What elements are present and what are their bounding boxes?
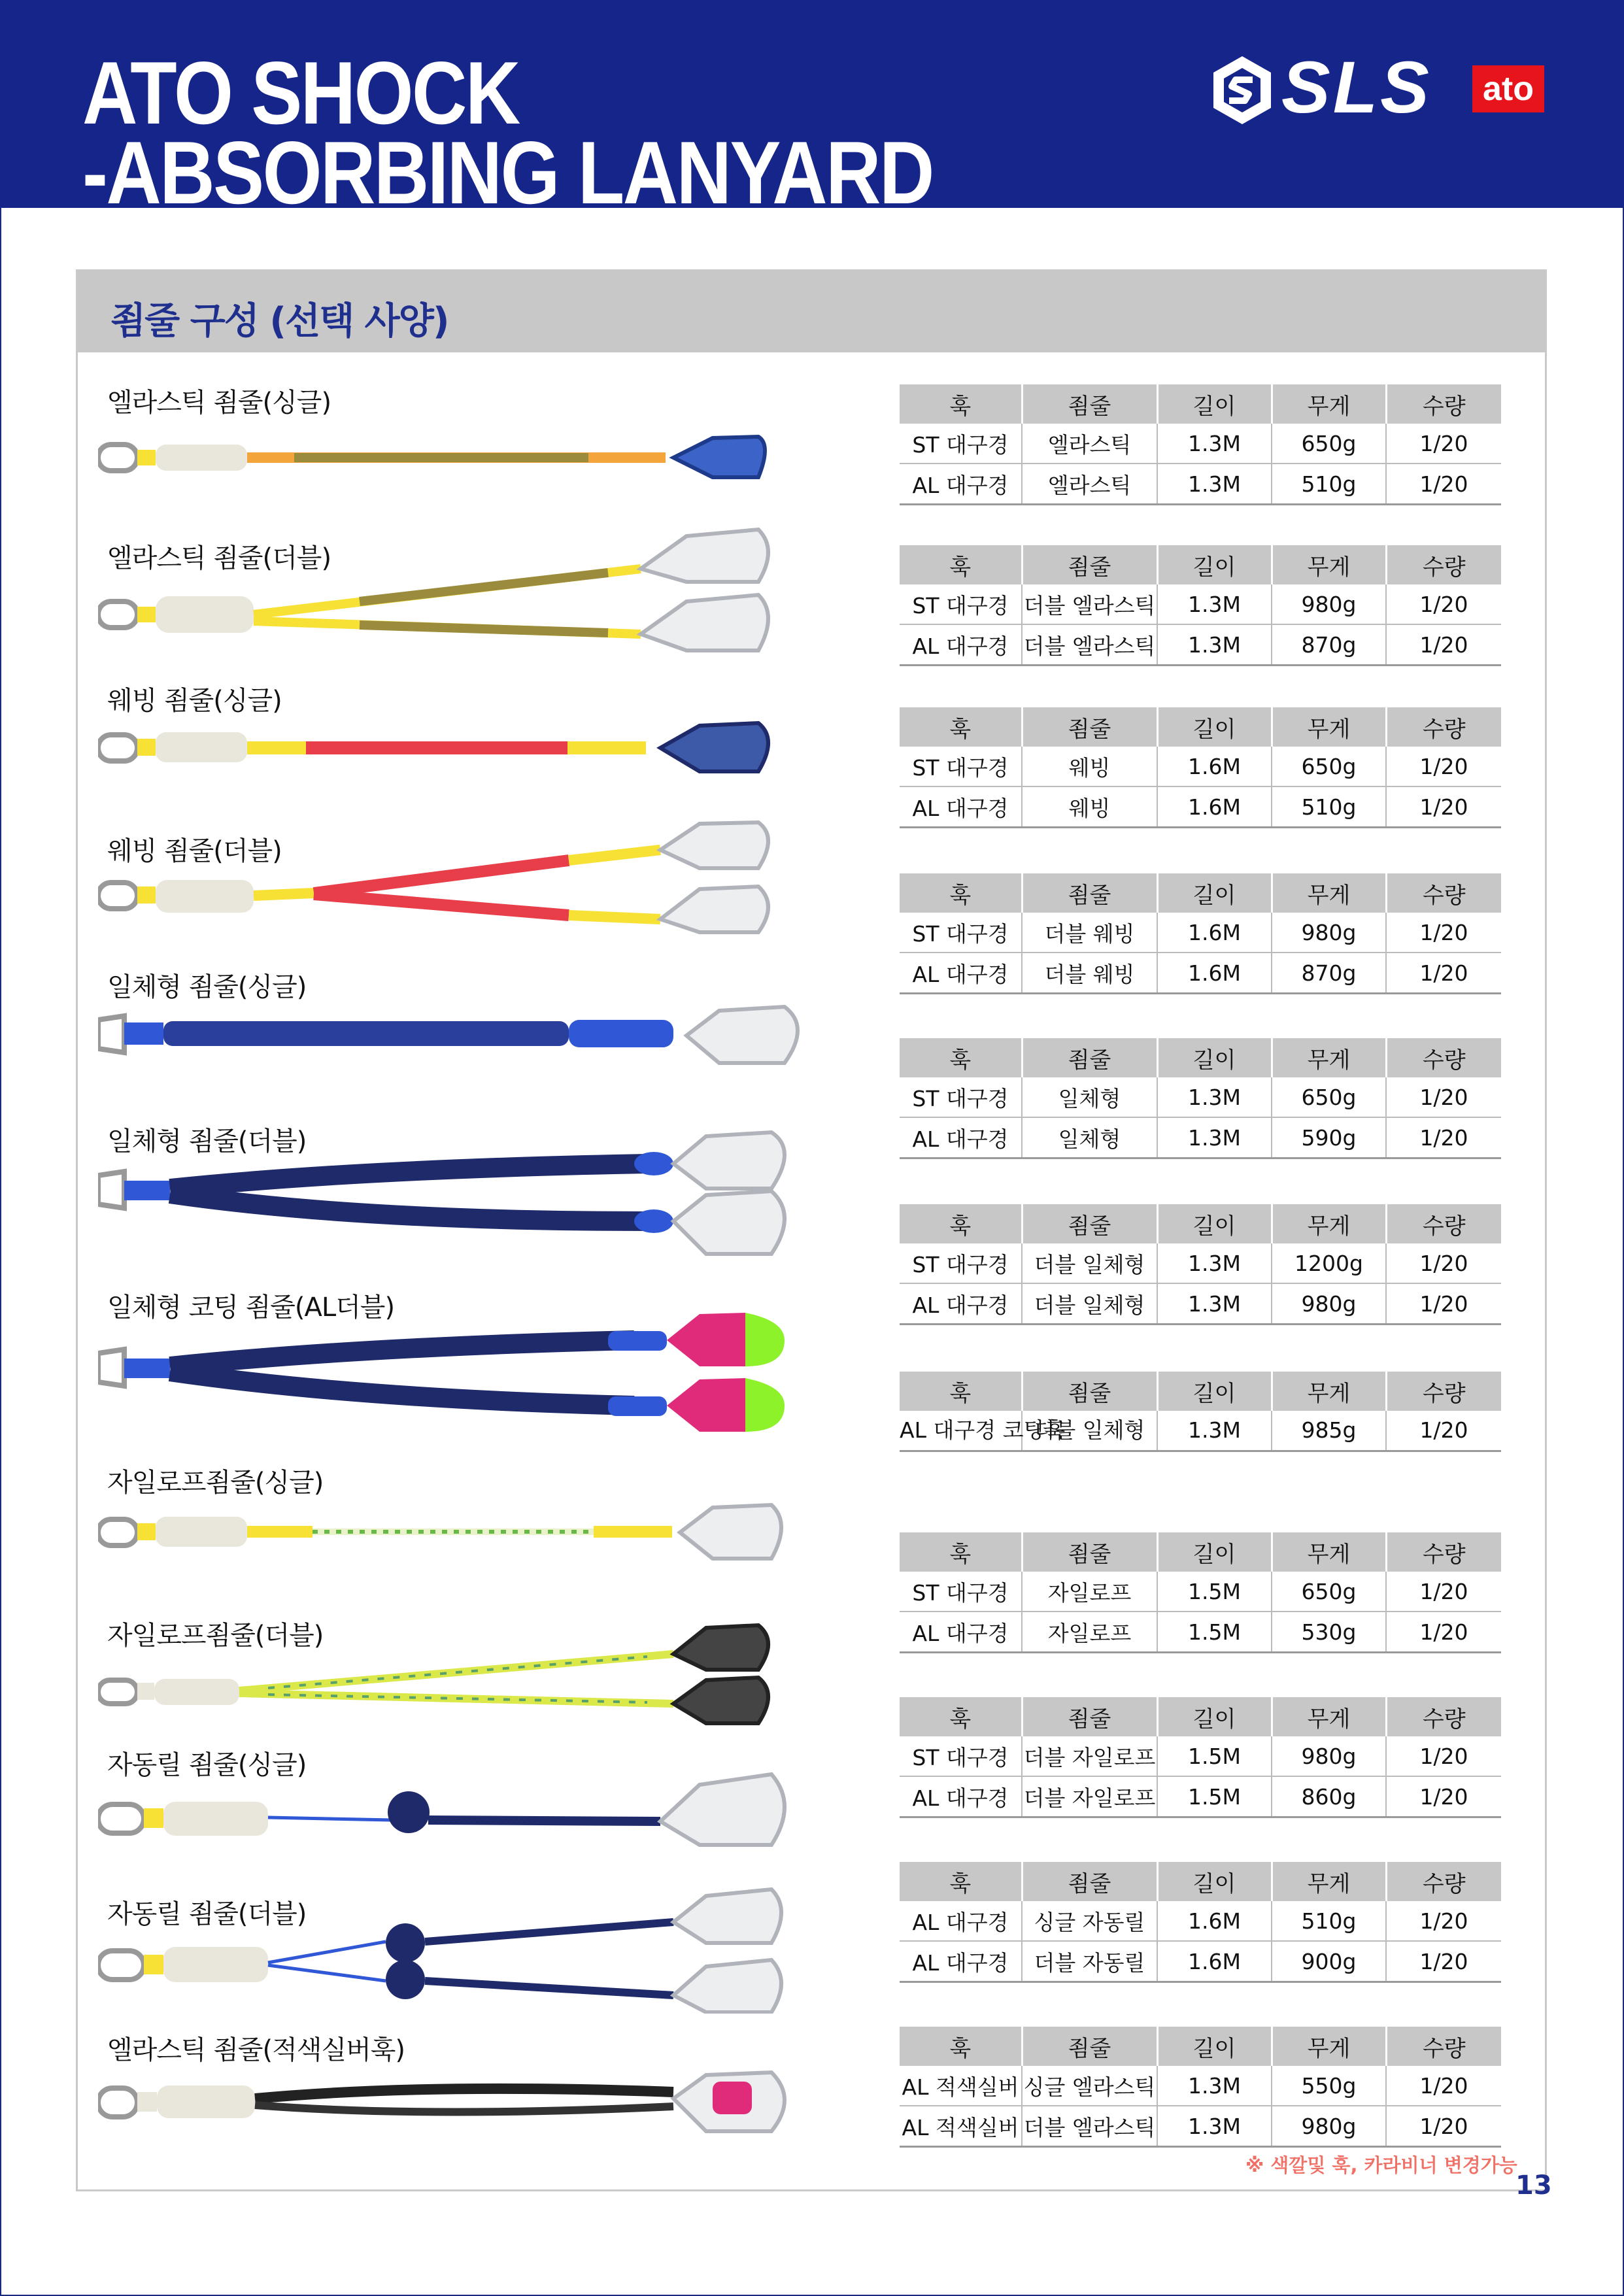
table-row xyxy=(900,1243,1501,1283)
column-header: 무게 xyxy=(1272,873,1386,913)
table-cell: 980g xyxy=(1272,584,1386,624)
table-cell: 더블 자동릴 xyxy=(1022,1941,1157,1982)
column-header: 무게 xyxy=(1272,384,1386,424)
table-cell: 1.6M xyxy=(1157,913,1272,953)
table-cell: 1/20 xyxy=(1386,624,1501,666)
column-header: 수량 xyxy=(1386,2027,1501,2066)
table-cell: 1.3M xyxy=(1157,1283,1272,1325)
table-cell: 510g xyxy=(1272,464,1386,505)
column-header: 수량 xyxy=(1386,873,1501,913)
spec-table-redsilver xyxy=(900,2027,1501,2148)
column-header: 무게 xyxy=(1272,1204,1386,1243)
column-header: 수량 xyxy=(1386,545,1501,584)
table-cell: 1/20 xyxy=(1386,1243,1501,1283)
table-row xyxy=(900,1736,1501,1776)
table-cell: 자일로프 xyxy=(1022,1612,1157,1653)
table-cell: 1.6M xyxy=(1157,786,1272,828)
column-header: 무게 xyxy=(1272,707,1386,747)
column-header: 죔줄 xyxy=(1022,1372,1157,1411)
table-cell: AL 대구경 xyxy=(900,786,1022,828)
table-cell: ST 대구경 xyxy=(900,1736,1022,1776)
table-cell: 웨빙 xyxy=(1022,786,1157,828)
column-header: 죔줄 xyxy=(1022,384,1157,424)
column-header: 죔줄 xyxy=(1022,1532,1157,1572)
table-cell: 870g xyxy=(1272,624,1386,666)
table-cell: ST 대구경 xyxy=(900,1243,1022,1283)
table-cell: 1.5M xyxy=(1157,1612,1272,1653)
table-cell: 더블 엘라스틱 xyxy=(1022,624,1157,666)
column-header: 수량 xyxy=(1386,1372,1501,1411)
table-row xyxy=(900,1901,1501,1941)
table-cell: 1/20 xyxy=(1386,1776,1501,1817)
table-cell: 1.6M xyxy=(1157,1941,1272,1982)
sls-logo-mark-icon xyxy=(1210,54,1275,127)
spec-table-rope-single xyxy=(900,1532,1501,1653)
table-cell: 1.6M xyxy=(1157,953,1272,994)
table-row xyxy=(900,1411,1501,1451)
table-cell: AL 대구경 xyxy=(900,1901,1022,1941)
table-header-row xyxy=(900,873,1501,913)
column-header: 죔줄 xyxy=(1022,1204,1157,1243)
column-header: 길이 xyxy=(1157,1204,1272,1243)
table-cell: 1.3M xyxy=(1157,1243,1272,1283)
table-cell: 980g xyxy=(1272,1736,1386,1776)
table-row xyxy=(900,1941,1501,1982)
product-label: 엘라스틱 죔줄(싱글) xyxy=(107,388,331,418)
table-cell: 1.5M xyxy=(1157,1736,1272,1776)
product-label: 웨빙 죔줄(더블) xyxy=(107,836,282,866)
table-cell: 1/20 xyxy=(1386,424,1501,464)
table-cell: AL 대구경 xyxy=(900,1776,1022,1817)
column-header: 길이 xyxy=(1157,1372,1272,1411)
table-cell: 자일로프 xyxy=(1022,1572,1157,1612)
table-cell: 510g xyxy=(1272,1901,1386,1941)
table-cell: 1200g xyxy=(1272,1243,1386,1283)
column-header: 죔줄 xyxy=(1022,707,1157,747)
table-header-row xyxy=(900,1204,1501,1243)
column-header: 수량 xyxy=(1386,1697,1501,1736)
page-number: 13 xyxy=(1515,2170,1552,2201)
table-cell: 1.6M xyxy=(1157,747,1272,786)
table-cell: AL 대구경 xyxy=(900,1117,1022,1158)
table-cell: 1/20 xyxy=(1386,1411,1501,1451)
table-cell: 860g xyxy=(1272,1776,1386,1817)
table-cell: 1/20 xyxy=(1386,464,1501,505)
column-header: 길이 xyxy=(1157,384,1272,424)
column-header: 길이 xyxy=(1157,1862,1272,1901)
table-cell: ST 대구경 xyxy=(900,584,1022,624)
column-header: 훅 xyxy=(900,1372,1022,1411)
product-label: 일체형 죔줄(싱글) xyxy=(107,972,307,1002)
column-header: 수량 xyxy=(1386,1038,1501,1077)
column-header: 수량 xyxy=(1386,1862,1501,1901)
column-header: 길이 xyxy=(1157,1532,1272,1572)
table-cell: 510g xyxy=(1272,786,1386,828)
table-cell: 더블 일체형 xyxy=(1022,1283,1157,1325)
spec-table-webbing-single xyxy=(900,707,1501,828)
page-title-line-2: -ABSORBING LANYARD xyxy=(82,123,933,222)
table-row xyxy=(900,1612,1501,1653)
column-header: 무게 xyxy=(1272,1038,1386,1077)
spec-table-rope-double xyxy=(900,1697,1501,1818)
table-cell: 650g xyxy=(1272,1572,1386,1612)
reel-single-lanyard-image xyxy=(98,1765,804,1863)
product-label: 자일로프죔줄(싱글) xyxy=(107,1468,324,1498)
table-row xyxy=(900,1117,1501,1158)
table-cell: ST 대구경 xyxy=(900,1077,1022,1117)
panel-header xyxy=(78,271,1545,352)
spec-table-reel xyxy=(900,1862,1501,1983)
table-cell: 웨빙 xyxy=(1022,747,1157,786)
product-label: 일체형 죔줄(더블) xyxy=(107,1126,307,1156)
column-header: 무게 xyxy=(1272,545,1386,584)
table-row xyxy=(900,913,1501,953)
table-cell: 1.3M xyxy=(1157,2106,1272,2147)
table-cell: 일체형 xyxy=(1022,1117,1157,1158)
table-cell: 650g xyxy=(1272,747,1386,786)
table-cell: 엘라스틱 xyxy=(1022,424,1157,464)
column-header: 훅 xyxy=(900,873,1022,913)
table-cell: 1/20 xyxy=(1386,913,1501,953)
table-cell: 550g xyxy=(1272,2066,1386,2106)
table-cell: ST 대구경 xyxy=(900,1572,1022,1612)
table-cell: 590g xyxy=(1272,1117,1386,1158)
table-cell: AL 적색실버 xyxy=(900,2066,1022,2106)
table-cell: 1.3M xyxy=(1157,1077,1272,1117)
table-cell: 1/20 xyxy=(1386,2066,1501,2106)
table-cell: AL 적색실버 xyxy=(900,2106,1022,2147)
table-cell: 1.5M xyxy=(1157,1776,1272,1817)
column-header: 죔줄 xyxy=(1022,873,1157,913)
table-row xyxy=(900,464,1501,505)
table-cell: 1/20 xyxy=(1386,1077,1501,1117)
column-header: 훅 xyxy=(900,2027,1022,2066)
rope-double-lanyard-image xyxy=(98,1615,804,1739)
table-row xyxy=(900,1283,1501,1325)
table-header-row xyxy=(900,384,1501,424)
table-cell: 1/20 xyxy=(1386,1941,1501,1982)
table-row xyxy=(900,953,1501,994)
column-header: 죔줄 xyxy=(1022,1862,1157,1901)
table-cell: 엘라스틱 xyxy=(1022,464,1157,505)
table-cell: 1/20 xyxy=(1386,1736,1501,1776)
integrated-single-lanyard-image xyxy=(98,1000,804,1072)
table-cell: 650g xyxy=(1272,1077,1386,1117)
column-header: 훅 xyxy=(900,1038,1022,1077)
section-title: 죔줄 구성 (선택 사양) xyxy=(110,300,448,343)
column-header: 훅 xyxy=(900,707,1022,747)
table-cell: 1.6M xyxy=(1157,1901,1272,1941)
table-cell: ST 대구경 xyxy=(900,747,1022,786)
column-header: 훅 xyxy=(900,1204,1022,1243)
table-cell: AL 대구경 xyxy=(900,1612,1022,1653)
product-label: 웨빙 죔줄(싱글) xyxy=(107,686,282,716)
ato-logo-badge: ato xyxy=(1472,65,1544,112)
column-header: 무게 xyxy=(1272,2027,1386,2066)
column-header: 죔줄 xyxy=(1022,1697,1157,1736)
options-note: ※ 색깔및 훅, 카라비너 변경가능 xyxy=(1245,2154,1517,2176)
table-cell: AL 대구경 xyxy=(900,1941,1022,1982)
table-cell: 더블 일체형 xyxy=(1022,1411,1157,1451)
column-header: 수량 xyxy=(1386,384,1501,424)
table-cell: 1.3M xyxy=(1157,584,1272,624)
table-cell: 870g xyxy=(1272,953,1386,994)
rope-single-lanyard-image xyxy=(98,1497,804,1569)
product-label: 자동릴 죔줄(싱글) xyxy=(107,1750,307,1780)
column-header: 죔줄 xyxy=(1022,2027,1157,2066)
table-cell: 1.3M xyxy=(1157,2066,1272,2106)
table-header-row xyxy=(900,1862,1501,1901)
column-header: 무게 xyxy=(1272,1372,1386,1411)
table-header-row xyxy=(900,545,1501,584)
column-header: 길이 xyxy=(1157,873,1272,913)
table-cell: AL 대구경 코팅훅 xyxy=(900,1411,1022,1451)
product-label: 엘라스틱 죔줄(적색실버훅) xyxy=(107,2035,405,2065)
table-cell: AL 대구경 xyxy=(900,624,1022,666)
column-header: 길이 xyxy=(1157,2027,1272,2066)
product-label: 자일로프죔줄(더블) xyxy=(107,1621,324,1651)
table-cell: 650g xyxy=(1272,424,1386,464)
spec-table-integrated-coated xyxy=(900,1372,1501,1452)
integrated-double-lanyard-image xyxy=(98,1123,804,1267)
column-header: 길이 xyxy=(1157,1038,1272,1077)
table-cell: 980g xyxy=(1272,2106,1386,2147)
webbing-double-lanyard-image xyxy=(98,817,804,935)
table-cell: AL 대구경 xyxy=(900,953,1022,994)
table-row xyxy=(900,1572,1501,1612)
column-header: 훅 xyxy=(900,545,1022,584)
column-header: 길이 xyxy=(1157,545,1272,584)
reel-double-lanyard-image xyxy=(98,1883,804,2014)
spec-table-webbing-double xyxy=(900,873,1501,994)
table-cell: 1.5M xyxy=(1157,1572,1272,1612)
webbing-single-lanyard-image xyxy=(98,713,804,785)
table-cell: AL 대구경 xyxy=(900,1283,1022,1325)
table-cell: 더블 자일로프 xyxy=(1022,1736,1157,1776)
table-cell: 1/20 xyxy=(1386,953,1501,994)
table-cell: 1/20 xyxy=(1386,1901,1501,1941)
spec-table-integrated-double xyxy=(900,1204,1501,1325)
table-cell: 1/20 xyxy=(1386,1117,1501,1158)
table-row xyxy=(900,584,1501,624)
column-header: 수량 xyxy=(1386,707,1501,747)
table-row xyxy=(900,624,1501,666)
table-cell: 1.3M xyxy=(1157,1411,1272,1451)
table-row xyxy=(900,747,1501,786)
column-header: 무게 xyxy=(1272,1697,1386,1736)
product-label: 엘라스틱 죔줄(더블) xyxy=(107,543,331,573)
page-title-line-1: ATO SHOCK xyxy=(82,43,519,143)
table-cell: 1.3M xyxy=(1157,1117,1272,1158)
table-cell: 985g xyxy=(1272,1411,1386,1451)
table-header-row xyxy=(900,1372,1501,1411)
column-header: 길이 xyxy=(1157,707,1272,747)
table-cell: 더블 자일로프 xyxy=(1022,1776,1157,1817)
elastic-single-lanyard-image xyxy=(98,425,804,497)
elastic-double-lanyard-image xyxy=(98,523,804,660)
table-cell: 1/20 xyxy=(1386,1572,1501,1612)
table-cell: 싱글 엘라스틱 xyxy=(1022,2066,1157,2106)
table-cell: 900g xyxy=(1272,1941,1386,1982)
integrated-coated-double-lanyard-image xyxy=(98,1301,804,1445)
table-header-row xyxy=(900,1038,1501,1077)
table-cell: ST 대구경 xyxy=(900,424,1022,464)
column-header: 죔줄 xyxy=(1022,545,1157,584)
spec-table-elastic-double xyxy=(900,545,1501,666)
table-row xyxy=(900,2066,1501,2106)
table-cell: 싱글 자동릴 xyxy=(1022,1901,1157,1941)
table-cell: 더블 엘라스틱 xyxy=(1022,2106,1157,2147)
table-row xyxy=(900,1077,1501,1117)
table-cell: 더블 웨빙 xyxy=(1022,953,1157,994)
table-cell: 1/20 xyxy=(1386,786,1501,828)
table-cell: 일체형 xyxy=(1022,1077,1157,1117)
spec-table-elastic-single xyxy=(900,384,1501,505)
elastic-redsilver-lanyard-image xyxy=(98,2066,804,2138)
sls-logo-text: SLS xyxy=(1281,46,1432,128)
table-header-row xyxy=(900,1697,1501,1736)
column-header: 길이 xyxy=(1157,1697,1272,1736)
product-label: 자동릴 죔줄(더블) xyxy=(107,1899,307,1929)
table-cell: 1/20 xyxy=(1386,1283,1501,1325)
table-header-row xyxy=(900,707,1501,747)
product-label: 일체형 코팅 죔줄(AL더블) xyxy=(107,1292,395,1323)
table-header-row xyxy=(900,1532,1501,1572)
column-header: 무게 xyxy=(1272,1532,1386,1572)
table-cell: 1.3M xyxy=(1157,464,1272,505)
spec-table-integrated-single xyxy=(900,1038,1501,1159)
table-cell: 1/20 xyxy=(1386,1612,1501,1653)
column-header: 훅 xyxy=(900,1862,1022,1901)
page-header xyxy=(0,0,1624,222)
table-row xyxy=(900,1776,1501,1817)
column-header: 수량 xyxy=(1386,1532,1501,1572)
table-cell: 1/20 xyxy=(1386,584,1501,624)
table-cell: 1/20 xyxy=(1386,2106,1501,2147)
table-cell: 1/20 xyxy=(1386,747,1501,786)
column-header: 훅 xyxy=(900,1697,1022,1736)
table-cell: 더블 일체형 xyxy=(1022,1243,1157,1283)
table-row xyxy=(900,424,1501,464)
table-cell: 980g xyxy=(1272,1283,1386,1325)
table-cell: 530g xyxy=(1272,1612,1386,1653)
column-header: 죔줄 xyxy=(1022,1038,1157,1077)
column-header: 무게 xyxy=(1272,1862,1386,1901)
column-header: 수량 xyxy=(1386,1204,1501,1243)
table-row xyxy=(900,2106,1501,2147)
table-row xyxy=(900,786,1501,828)
table-cell: ST 대구경 xyxy=(900,913,1022,953)
column-header: 훅 xyxy=(900,1532,1022,1572)
table-cell: 1.3M xyxy=(1157,624,1272,666)
table-cell: 1.3M xyxy=(1157,424,1272,464)
table-header-row xyxy=(900,2027,1501,2066)
table-cell: 980g xyxy=(1272,913,1386,953)
column-header: 훅 xyxy=(900,384,1022,424)
table-cell: 더블 엘라스틱 xyxy=(1022,584,1157,624)
table-cell: 더블 웨빙 xyxy=(1022,913,1157,953)
table-cell: AL 대구경 xyxy=(900,464,1022,505)
